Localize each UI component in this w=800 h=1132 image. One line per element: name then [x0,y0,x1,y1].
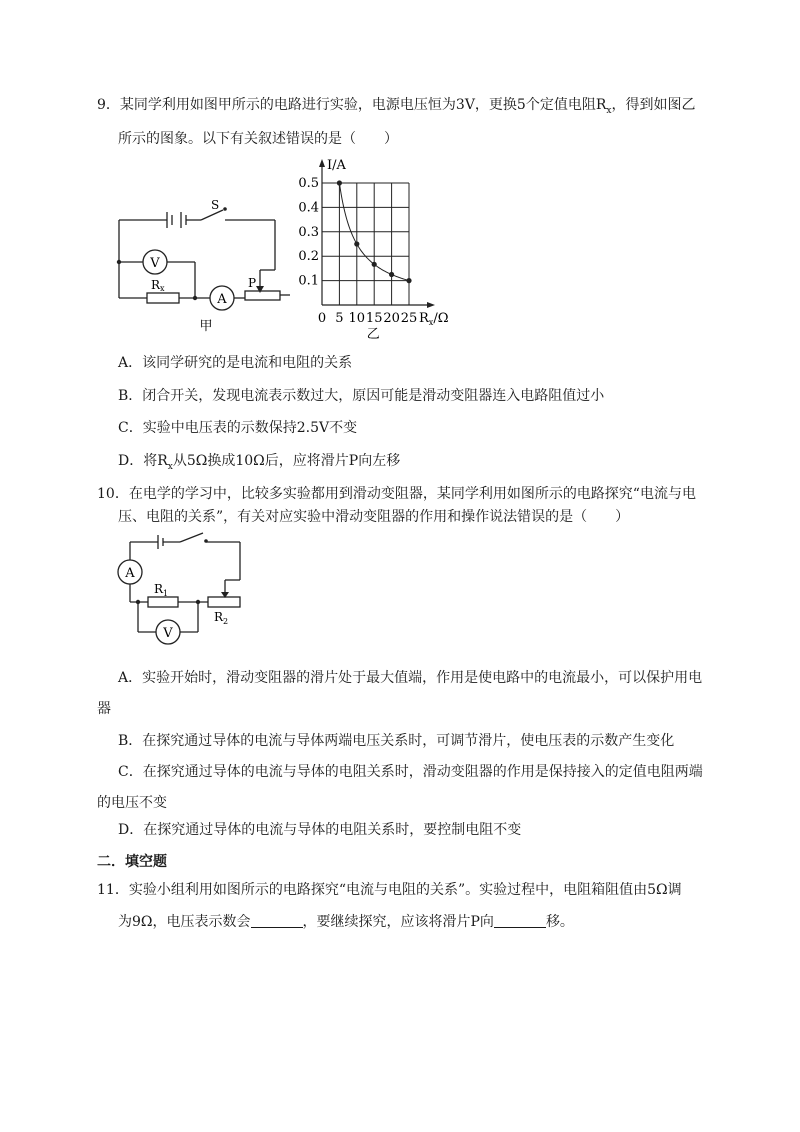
chart-x-axis-label-main: R [419,311,429,326]
chart-x-axis-label-sub: x [428,318,434,327]
chart-y-tick-label: 0.4 [298,200,319,216]
q9-option-a: A．该同学研究的是电流和电阻的关系 [118,355,353,371]
slider-arrow [256,286,264,293]
section-heading-fill-blank: 二．填空题 [97,854,167,870]
ammeter-label: A [217,292,227,307]
slider-label: P [248,276,257,290]
chart-x-tick-label: 5 [335,311,344,326]
ammeter-label: A [125,566,135,581]
chart-x-tick-label: 25 [400,311,418,326]
q11-blank-2[interactable] [494,913,546,928]
q9-stem-text-end: ，得到如图乙 [611,97,696,113]
chart-y-tick-label: 0.5 [298,176,319,191]
chart-point [354,241,359,246]
q9-stem-line1 [97,95,695,121]
q11-stem-line1: 11．实验小组利用如图所示的电路探究“电流与电阻的关系”。实验过程中，电阻箱阻值由5Ω调 [97,882,682,898]
rheostat-r2 [208,597,240,607]
q10-option-a-line2: 器 [97,701,111,717]
chart-x-tick-label: 0 [317,311,327,326]
switch-label: S [211,198,220,212]
chart-y-axis-label: I/A [327,158,346,173]
q10-circuit-figure [110,532,260,650]
resistor-r1 [148,597,178,607]
q9-stem-subscript: x [606,105,612,116]
chart-tick-labels [298,176,417,326]
q9-option-d-text-end: 从5Ω换成10Ω后，应将滑片P向左移 [172,453,401,469]
r2-label-sub: 2 [223,617,229,626]
chart-x-axis-arrow [427,302,435,308]
chart-x-tick-label: 10 [348,311,366,326]
chart-point [372,262,377,267]
q10-option-c-line2: 的电压不变 [97,795,167,811]
chart-axes [319,159,435,308]
voltmeter-label: V [163,626,173,641]
chart-point [406,278,411,283]
q11-stem-line2 [118,912,574,932]
q9-stem-line2: 所示的图象。以下有关叙述错误的是（ ） [118,131,398,147]
q10-option-d: D．在探究通过导体的电流与导体的电阻关系时，要控制电阻不变 [118,822,522,838]
resistor-rx [147,293,179,303]
switch-blade [180,533,203,542]
chart-point [337,180,342,185]
r1-label: R [154,582,164,596]
chart-x-axis-label-unit: /Ω [433,311,449,326]
q11-text-c: 移。 [545,914,574,930]
r2-label: R [214,610,224,624]
q10-option-c-line1: C．在探究通过导体的电流与导体的电阻关系时，滑动变阻器的作用是保持接入的定值电阻两端 [118,764,703,780]
chart-x-axis-label [419,311,448,327]
q9-option-d-sub: x [167,461,173,472]
chart-y-tick-label: 0.3 [298,224,319,240]
q9-option-c: C．实验中电压表的示数保持2.5V不变 [118,420,358,436]
q11-text-b: ，要继续探究，应该将滑片P向 [302,914,494,930]
figure-caption-jia: 甲 [199,319,213,334]
q10-stem-line1: 10．在电学的学习中，比较多实验都用到滑动变阻器，某同学利用如图所示的电路探究“电流与电 [97,486,696,502]
figure-caption-yi: 乙 [366,327,380,342]
resistor-label-sub: x [160,284,165,293]
chart-point [389,272,394,277]
chart-y-tick-label: 0.1 [298,273,319,289]
chart-grid [322,183,409,305]
rheostat-body [245,291,280,300]
r1-label-sub: 1 [163,589,169,598]
q10-stem-line2: 压、电阻的关系”，有关对应实验中滑动变阻器的作用和操作说法错误的是（ ） [118,509,630,525]
q9-chart-figure-yi [295,150,470,345]
chart-x-tick-label: 20 [383,311,400,326]
q11-blank-1[interactable] [251,913,303,928]
chart-x-tick-label: 15 [365,311,383,326]
q11-text-a: 为9Ω，电压表示数会 [118,914,251,930]
voltmeter-label: V [150,256,160,271]
chart-y-tick-label: 0.2 [298,249,319,265]
q9-option-d-text: D．将R [118,453,168,469]
q9-stem-text: 9．某同学利用如图甲所示的电路进行实验，电源电压恒为3V，更换5个定值电阻R [97,97,607,113]
q9-option-d [118,451,400,477]
q9-option-b: B．闭合开关，发现电流表示数过大，原因可能是滑动变阻器连入电路阻值过小 [118,388,605,404]
q9-circuit-figure-jia [105,195,295,340]
q10-option-b: B．在探究通过导体的电流与导体两端电压关系时，可调节滑片，使电压表的示数产生变化 [118,733,675,749]
resistor-label: R [151,278,161,292]
chart-y-axis-arrow [319,159,325,167]
q10-option-a-line1: A．实验开始时，滑动变阻器的滑片处于最大值端，作用是使电路中的电流最小，可以保护用电 [118,670,703,686]
